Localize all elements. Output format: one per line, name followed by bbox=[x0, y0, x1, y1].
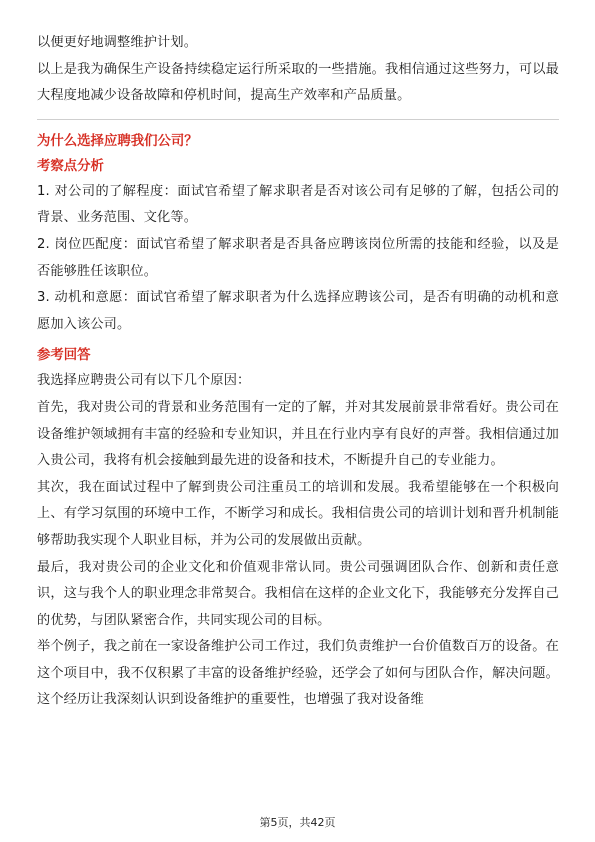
answer-paragraph: 首先，我对贵公司的背景和业务范围有一定的了解，并对其发展前景非常看好。贵公司在设备维护领域拥有丰富的经验和专业知识，并且在行业内享有良好的声誉。我相信通过加入贵公司，我将有机会接触到最先进的设备和技术，不断提升自己的专业能力。 bbox=[37, 399, 559, 469]
question-title: 为什么选择应聘我们公司？ bbox=[37, 133, 198, 149]
analysis-heading: 考察点分析 bbox=[37, 158, 104, 174]
paragraph: 以便更好地调整维护计划。 bbox=[37, 35, 198, 50]
page-content bbox=[37, 30, 559, 714]
answer-paragraph: 我选择应聘贵公司有以下几个原因： bbox=[37, 373, 251, 389]
answer-paragraph: 其次，我在面试过程中了解到贵公司注重员工的培训和发展。我希望能够在一个积极向上、有学习氛围的环境中工作，不断学习和成长。我相信贵公司的培训计划和晋升机制能够帮助我实现个人职业目标，并为公司的发展做出贡献。 bbox=[37, 479, 559, 548]
divider bbox=[37, 119, 559, 120]
answer-paragraph: 最后，我对贵公司的企业文化和价值观非常认同。贵公司强调团队合作、创新和责任意识，这与我个人的职业理念非常契合。我相信在这样的企业文化下，我能够充分发挥自己的优势，与团队紧密合作，共同实现公司的目标。 bbox=[37, 559, 559, 628]
paragraph: 以上是我为确保生产设备持续稳定运行所采取的一些措施。我相信通过这些努力，可以最大程度地减少设备故障和停机时间，提高生产效率和产品质量。 bbox=[37, 61, 559, 104]
analysis-item: 2. 岗位匹配度：面试官希望了解求职者是否具备应聘该岗位所需的技能和经验，以及是否能够胜任该职位。 bbox=[37, 236, 559, 279]
analysis-item: 3. 动机和意愿：面试官希望了解求职者为什么选择应聘该公司，是否有明确的动机和意愿加入该公司。 bbox=[37, 290, 559, 332]
answer-heading: 参考回答 bbox=[37, 348, 91, 364]
page-number: 第5页，共42页 bbox=[259, 816, 336, 829]
answer-paragraph: 举个例子，我之前在一家设备维护公司工作过，我们负责维护一台价值数百万的设备。在这个项目中，我不仅积累了丰富的设备维护经验，还学会了如何与团队合作，解决问题。这个经历让我深刻认识到设备维护的重要性，也增强了我对设备维 bbox=[37, 639, 559, 708]
analysis-item: 1. 对公司的了解程度：面试官希望了解求职者是否对该公司有足够的了解，包括公司的背景、业务范围、文化等。 bbox=[37, 183, 559, 226]
